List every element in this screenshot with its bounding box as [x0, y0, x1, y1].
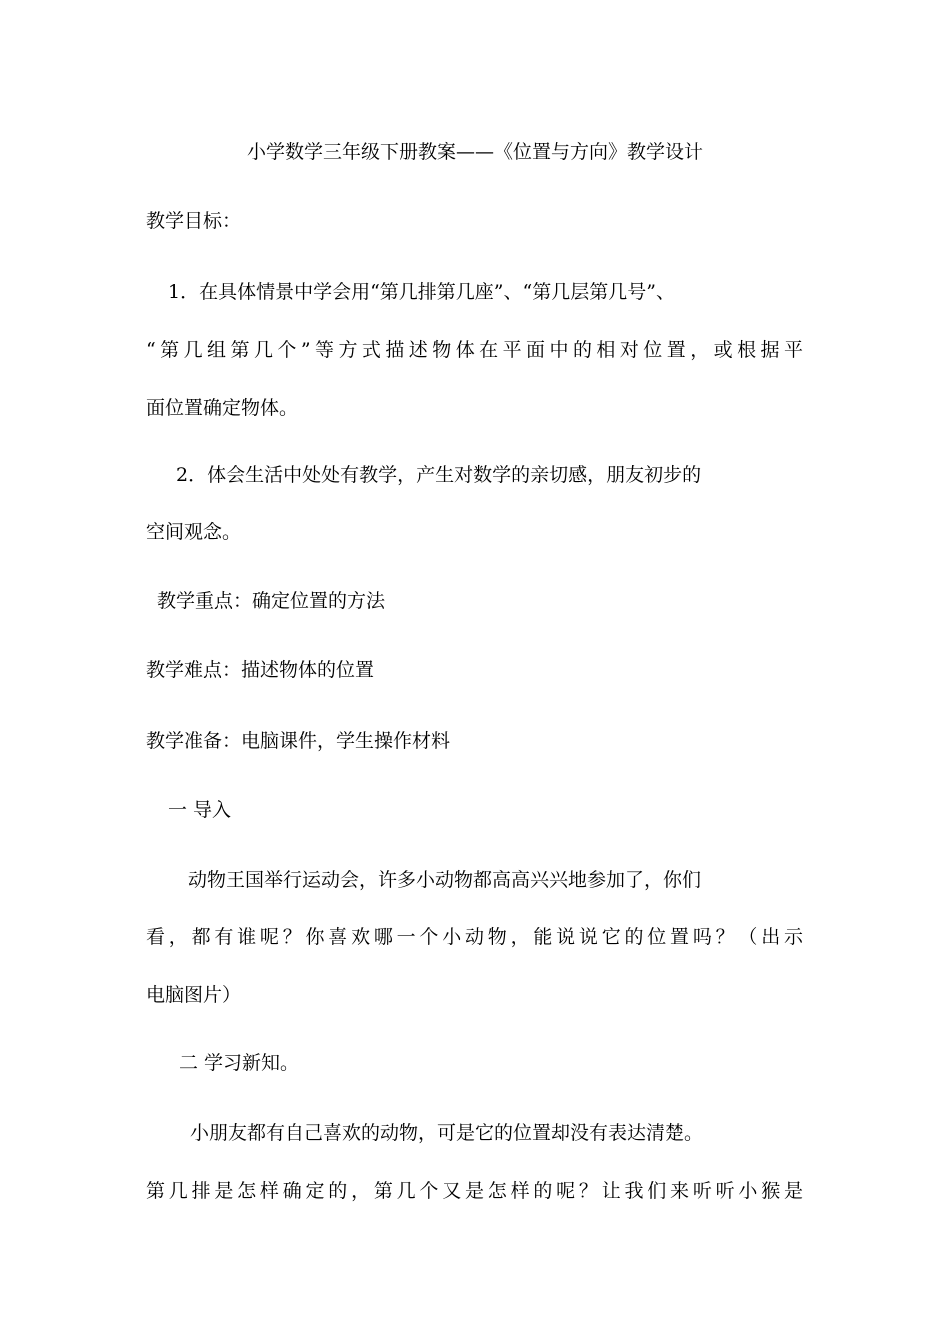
section-1-line-1: 动物王国举行运动会，许多小动物都高高兴兴地参加了，你们	[188, 869, 702, 891]
section-1-heading: 一 导入	[168, 799, 232, 821]
section-2-line-1: 小朋友都有自己喜欢的动物，可是它的位置却没有表达清楚。	[190, 1122, 704, 1144]
objective-2-line-1: 2．体会生活中处处有教学，产生对数学的亲切感，朋友初步的	[176, 464, 702, 486]
preparation: 教学准备：电脑课件，学生操作材料	[146, 730, 451, 752]
objective-1-line-2: “第几组第几个”等方式描述物体在平面中的相对位置，或根据平	[146, 339, 803, 361]
section-1-line-3: 电脑图片）	[146, 984, 242, 1006]
objective-1-line-3: 面位置确定物体。	[146, 397, 299, 419]
difficulty: 教学难点：描述物体的位置	[146, 659, 375, 681]
objective-1-line-1: 1．在具体情景中学会用“第几排第几座”、“第几层第几号”、	[168, 281, 675, 303]
key-point: 教学重点：确定位置的方法	[157, 590, 386, 612]
section-2-heading: 二 学习新知。	[179, 1052, 300, 1074]
section-1-line-2: 看，都有谁呢？你喜欢哪一个小动物，能说说它的位置吗？（出示	[146, 926, 803, 948]
section-2-line-2: 第几排是怎样确定的，第几个又是怎样的呢？让我们来听听小猴是	[146, 1180, 803, 1202]
document-title: 小学数学三年级下册教案——《位置与方向》教学设计	[246, 141, 703, 163]
objectives-heading: 教学目标：	[146, 210, 242, 232]
objective-2-line-2: 空间观念。	[146, 521, 242, 543]
